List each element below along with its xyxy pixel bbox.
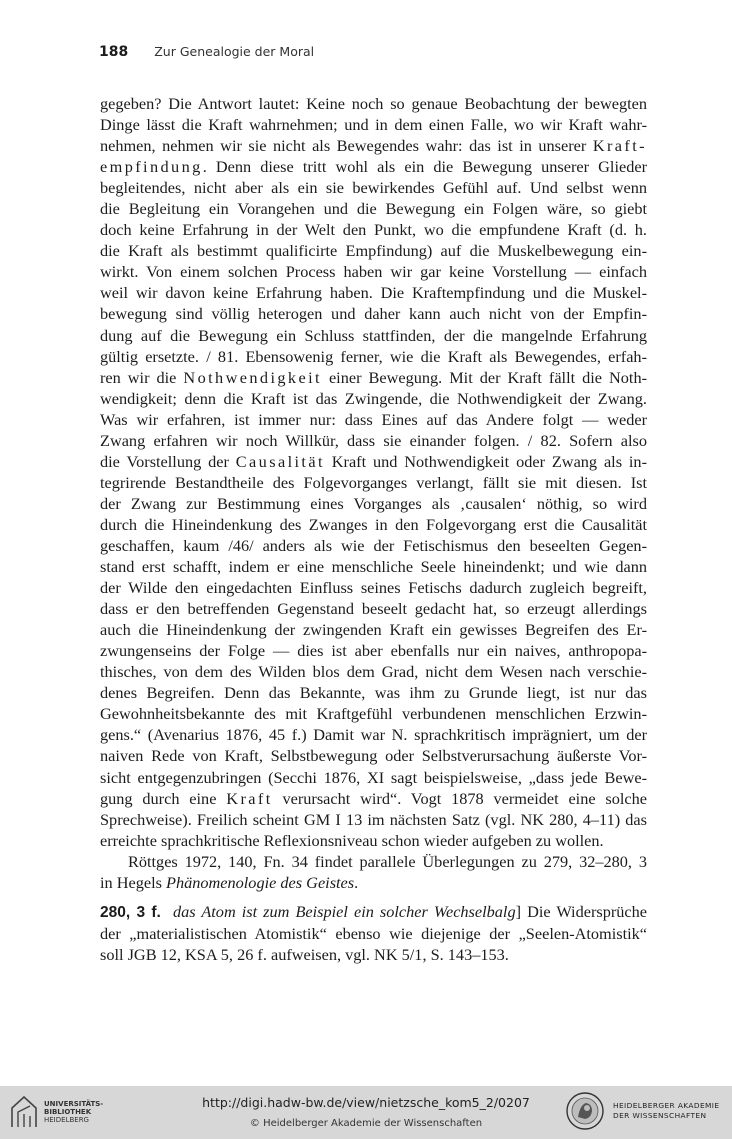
text-line: gültig ersetzte. / 81. Ebensowenig ferner, wie die Kraft als Bewegendes, erfah- <box>100 346 647 366</box>
text-line: Zwang erfahren wir noch Willkür, dass sie einander folgen. / 82. Sofern also <box>100 430 647 450</box>
text-line: Dinge lässt die Kraft wahrnehmen; und in dem einen Falle, wo wir Kraft wahr- <box>100 115 647 135</box>
commentary-line: soll JGB 12, KSA 5, 26 f. aufweisen, vgl. NK 5/1, S. 143–153. <box>100 944 509 964</box>
academy-seal-icon <box>565 1091 605 1131</box>
academy-logo <box>565 1091 719 1131</box>
lemma-text: das Atom ist zum Beispiel ein solcher Wechselbalg <box>172 901 516 921</box>
spaced-term: Nothwendigkeit <box>183 367 322 387</box>
text-line: bewegung sind völlig heterogen und daher kann auch nicht von der Empfin- <box>100 304 647 324</box>
page-header <box>99 44 314 64</box>
text-line: gegeben? Die Antwort lautet: Keine noch so genaue Beobachtung der bewegten <box>100 94 647 113</box>
text-line: Was wir erfahren, ist immer nur: dass Eines auf das Andere folgt — weder <box>100 409 647 429</box>
text-line: erreichte sprachkritische Reflexionsniveau schon wieder aufgeben zu wollen. <box>100 830 604 850</box>
text-line: ren wir die Nothwendigkeit einer Bewegung. Mit der Kraft fällt die Noth- <box>100 367 648 387</box>
text-line: sicht entgegenzubringen (Secchi 1876, XI sagt beispielsweise, „dass jede Bewe- <box>100 767 647 787</box>
text-line: dass er den betreffenden Gegenstand beseelt gedacht hat, so erzeugt allerdings <box>100 599 647 619</box>
text-line: die Vorstellung der Causalität Kraft und Nothwendigkeit oder Zwang als in- <box>100 451 647 471</box>
running-title: Zur Genealogie der Moral <box>154 44 315 59</box>
text-line: tegrirende Bestandtheile des Folgevorganges verlangt, fällt sie mit diesen. Ist <box>100 472 647 492</box>
text-line: wendigkeit; denn die Kraft ist das Zwingende, die Nothwendigkeit der Zwang. <box>100 388 647 408</box>
paragraph-gap <box>100 893 647 901</box>
text-line: auch die Hineindenkung der zwingenden Kraft ein gewisses Begreifen des Er- <box>100 620 647 640</box>
commentary-line: der „materialistischen Atomistik“ ebenso wie diejenige der „Seelen-Atomistik“ <box>100 923 647 943</box>
text-line: Sprechweise). Freilich scheint GM I 13 im nächsten Satz (vgl. NK 280, 4–11) das <box>100 809 647 829</box>
text-line: zwungenseins der Folge — dies ist aber ebenfalls nur ein naives, anthropopa- <box>100 641 647 661</box>
text-line: gung durch eine Kraft verursacht wird“. Vogt 1878 vermeidet eine solche <box>100 788 647 808</box>
book-title: Phänomenologie des Geistes <box>166 872 355 892</box>
lemma-reference: 280, 3 f. <box>100 903 161 921</box>
text-line: wirkt. Von einem solchen Process haben wir gar keine Vorstellung — einfach <box>100 262 647 282</box>
commentary-line: 280, 3 f. das Atom ist zum Beispiel ein solcher Wechselbalg] Die Widersprüche <box>100 901 647 921</box>
page-number: 188 <box>99 44 129 60</box>
digitization-footer <box>0 1086 732 1139</box>
academy-name: HEIDELBERGER AKADEMIE DER WISSENSCHAFTEN <box>613 1101 720 1120</box>
text-line: stand erst schafft, indem er eine menschliche Seele hineindenkt; und wie dann <box>100 557 647 577</box>
spaced-term: empfindung <box>100 157 203 177</box>
spaced-term: Kraft <box>226 788 273 808</box>
text-line: gens.“ (Avenarius 1876, 45 f.) Damit war N. sprachkritisch imprägniert, um der <box>100 725 647 745</box>
text-line: der Zwang zur Bestimmung eines Vorganges als ‚causalen‘ nöthig, so wird <box>100 493 647 513</box>
text-line: geschaffen, kaum /46/ anders als wie der Fetischismus den beseelten Gegen- <box>100 535 647 555</box>
text-line: nehmen, nehmen wir sie nicht als Bewegendes wahr: das ist in unserer Kraft- <box>100 136 647 156</box>
text-line: weil wir davon keine Erfahrung haben. Die Kraftempfindung und die Muskel- <box>100 283 647 303</box>
page-body <box>100 93 647 965</box>
text-line: begleitendes, nicht aber als ein sie bewirkendes Gefühl auf. Und selbst wenn <box>100 178 647 198</box>
text-line: dung auf die Bewegung ein Schluss stattfinden, der die mangelnde Erfahrung <box>100 325 647 345</box>
copyright-notice: © Heidelberger Akademie der Wissenschaften <box>249 1118 483 1129</box>
permalink-url[interactable]: http://digi.hadw-bw.de/view/nietzsche_kom5_2/0207 <box>202 1095 530 1110</box>
text-line: die Begleitung ein Vorangehen und die Bewegung ein Folgen wäre, so giebt <box>100 199 647 219</box>
spaced-term: Causalität <box>235 451 325 471</box>
text-line: denes Begreifen. Denn das Bekannte, was ihm zu Grunde liegt, ist nur das <box>100 683 647 703</box>
text-line: thisches, von dem des Wilden blos dem Grad, nicht dem Wesen nach verschie- <box>100 662 647 682</box>
text-line: der Wilde den eingedachten Einfluss seines Fetischs dadurch zugleich begreift, <box>100 578 647 598</box>
text-line: naiven Rede von Kraft, Selbstbewegung oder Selbstverursachung äußerste Vor- <box>100 746 647 766</box>
text-line: in Hegels Phänomenologie des Geistes. <box>100 872 359 892</box>
text-line: Gewohnheitsbekannte des mit Kraftgefühl verbundenen menschlichen Erzwin- <box>100 704 647 724</box>
text-line: Röttges 1972, 140, Fn. 34 findet parallele Überlegungen zu 279, 32–280, 3 <box>128 851 647 871</box>
text-line: empfindung. Denn diese tritt wohl als ein die Bewegung unserer Glieder <box>100 157 647 177</box>
spaced-term: Kraft- <box>592 136 647 156</box>
library-name: UNIVERSITÄTS- BIBLIOTHEK HEIDELBERG <box>44 1100 104 1124</box>
text-line: doch keine Erfahrung in der Welt den Punkt, wo die empfundene Kraft (d. h. <box>100 220 647 240</box>
text-line: durch die Hineindenkung des Zwanges in den Folgevorgang erst die Causalität <box>100 514 647 534</box>
text-line: die Kraft als bestimmt qualificirte Empfindung) auf die Muskelbewegung ein- <box>100 241 647 261</box>
